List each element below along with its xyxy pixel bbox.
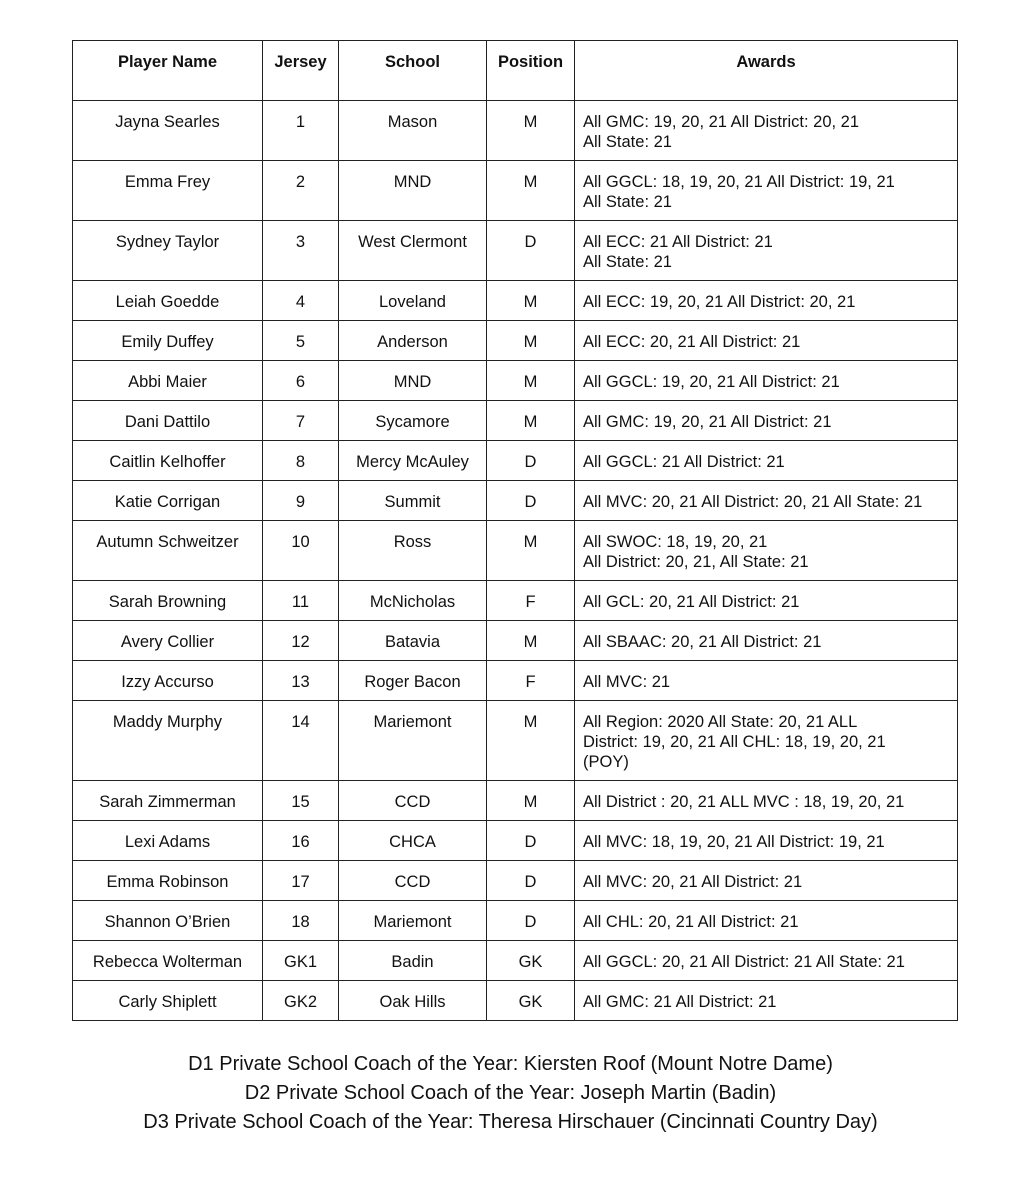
position-cell: D: [487, 861, 575, 901]
school-cell: Summit: [339, 481, 487, 521]
jersey-cell: 9: [263, 481, 339, 521]
jersey-cell: 7: [263, 401, 339, 441]
position-cell: GK: [487, 941, 575, 981]
position-cell: M: [487, 101, 575, 161]
jersey-cell: 12: [263, 621, 339, 661]
table-row: [73, 901, 958, 941]
position-cell: M: [487, 401, 575, 441]
table-row: [73, 221, 958, 281]
position-cell: M: [487, 701, 575, 781]
awards-cell: All District : 20, 21 ALL MVC : 18, 19, 20, 21: [575, 781, 958, 821]
school-cell: Oak Hills: [339, 981, 487, 1021]
school-cell: CCD: [339, 861, 487, 901]
table-row: [73, 361, 958, 401]
jersey-cell: 8: [263, 441, 339, 481]
table-row: [73, 821, 958, 861]
table-row: [73, 321, 958, 361]
position-cell: GK: [487, 981, 575, 1021]
awards-cell: All SWOC: 18, 19, 20, 21 All District: 20, 21, All State: 21: [575, 521, 958, 581]
player-name-cell: Emma Frey: [73, 161, 263, 221]
player-name-cell: Sarah Zimmerman: [73, 781, 263, 821]
awards-cell: All MVC: 20, 21 All District: 20, 21 All State: 21: [575, 481, 958, 521]
table-row: [73, 981, 958, 1021]
position-cell: D: [487, 901, 575, 941]
jersey-cell: 13: [263, 661, 339, 701]
table-row: [73, 621, 958, 661]
jersey-cell: 2: [263, 161, 339, 221]
player-name-cell: Izzy Accurso: [73, 661, 263, 701]
position-cell: D: [487, 441, 575, 481]
header-awards: Awards: [575, 41, 958, 101]
school-cell: Roger Bacon: [339, 661, 487, 701]
awards-cell: All GGCL: 20, 21 All District: 21 All State: 21: [575, 941, 958, 981]
awards-cell: All ECC: 20, 21 All District: 21: [575, 321, 958, 361]
player-name-cell: Sydney Taylor: [73, 221, 263, 281]
school-cell: Loveland: [339, 281, 487, 321]
player-name-cell: Dani Dattilo: [73, 401, 263, 441]
table-row: [73, 581, 958, 621]
table-row: [73, 101, 958, 161]
school-cell: Mariemont: [339, 901, 487, 941]
awards-cell: All SBAAC: 20, 21 All District: 21: [575, 621, 958, 661]
player-name-cell: Carly Shiplett: [73, 981, 263, 1021]
jersey-cell: 3: [263, 221, 339, 281]
school-cell: West Clermont: [339, 221, 487, 281]
player-name-cell: Sarah Browning: [73, 581, 263, 621]
table-header-row: [73, 41, 958, 101]
player-name-cell: Emma Robinson: [73, 861, 263, 901]
school-cell: Ross: [339, 521, 487, 581]
player-name-cell: Lexi Adams: [73, 821, 263, 861]
table-row: [73, 861, 958, 901]
table-row: [73, 281, 958, 321]
coach-of-year-section: [0, 1050, 1021, 1137]
school-cell: Mariemont: [339, 701, 487, 781]
player-name-cell: Maddy Murphy: [73, 701, 263, 781]
player-name-cell: Autumn Schweitzer: [73, 521, 263, 581]
header-jersey: Jersey: [263, 41, 339, 101]
jersey-cell: 4: [263, 281, 339, 321]
jersey-cell: 16: [263, 821, 339, 861]
player-name-cell: Avery Collier: [73, 621, 263, 661]
position-cell: M: [487, 621, 575, 661]
player-name-cell: Emily Duffey: [73, 321, 263, 361]
awards-cell: All GGCL: 19, 20, 21 All District: 21: [575, 361, 958, 401]
position-cell: M: [487, 361, 575, 401]
position-cell: M: [487, 521, 575, 581]
player-name-cell: Rebecca Wolterman: [73, 941, 263, 981]
header-school: School: [339, 41, 487, 101]
awards-cell: All CHL: 20, 21 All District: 21: [575, 901, 958, 941]
player-name-cell: Caitlin Kelhoffer: [73, 441, 263, 481]
school-cell: MND: [339, 361, 487, 401]
jersey-cell: 11: [263, 581, 339, 621]
player-name-cell: Katie Corrigan: [73, 481, 263, 521]
jersey-cell: 14: [263, 701, 339, 781]
school-cell: MND: [339, 161, 487, 221]
awards-cell: All GMC: 19, 20, 21 All District: 20, 21 All State: 21: [575, 101, 958, 161]
school-cell: Anderson: [339, 321, 487, 361]
position-cell: M: [487, 321, 575, 361]
awards-cell: All ECC: 19, 20, 21 All District: 20, 21: [575, 281, 958, 321]
awards-cell: All GGCL: 21 All District: 21: [575, 441, 958, 481]
table-row: [73, 941, 958, 981]
awards-cell: All GCL: 20, 21 All District: 21: [575, 581, 958, 621]
player-name-cell: Jayna Searles: [73, 101, 263, 161]
school-cell: Mercy McAuley: [339, 441, 487, 481]
awards-cell: All MVC: 21: [575, 661, 958, 701]
roster-table: [72, 40, 958, 1021]
school-cell: Sycamore: [339, 401, 487, 441]
position-cell: M: [487, 161, 575, 221]
player-name-cell: Shannon O’Brien: [73, 901, 263, 941]
header-player-name: Player Name: [73, 41, 263, 101]
school-cell: CCD: [339, 781, 487, 821]
school-cell: McNicholas: [339, 581, 487, 621]
table-row: [73, 441, 958, 481]
header-position: Position: [487, 41, 575, 101]
position-cell: D: [487, 221, 575, 281]
table-row: [73, 401, 958, 441]
position-cell: F: [487, 661, 575, 701]
jersey-cell: GK2: [263, 981, 339, 1021]
jersey-cell: 17: [263, 861, 339, 901]
d2-coach-line: D2 Private School Coach of the Year: Joseph Martin (Badin): [244, 1082, 777, 1104]
school-cell: Badin: [339, 941, 487, 981]
awards-cell: All GMC: 19, 20, 21 All District: 21: [575, 401, 958, 441]
position-cell: F: [487, 581, 575, 621]
table-row: [73, 481, 958, 521]
player-name-cell: Leiah Goedde: [73, 281, 263, 321]
jersey-cell: 10: [263, 521, 339, 581]
school-cell: Mason: [339, 101, 487, 161]
awards-cell: All GGCL: 18, 19, 20, 21 All District: 19, 21 All State: 21: [575, 161, 958, 221]
d1-coach-line: D1 Private School Coach of the Year: Kiersten Roof (Mount Notre Dame): [188, 1053, 833, 1075]
jersey-cell: 6: [263, 361, 339, 401]
school-cell: Batavia: [339, 621, 487, 661]
position-cell: M: [487, 281, 575, 321]
position-cell: D: [487, 481, 575, 521]
position-cell: D: [487, 821, 575, 861]
awards-cell: All GMC: 21 All District: 21: [575, 981, 958, 1021]
jersey-cell: 18: [263, 901, 339, 941]
d3-coach-line: D3 Private School Coach of the Year: Theresa Hirschauer (Cincinnati Country Day): [143, 1111, 878, 1133]
school-cell: CHCA: [339, 821, 487, 861]
table-row: [73, 701, 958, 781]
jersey-cell: 1: [263, 101, 339, 161]
player-name-cell: Abbi Maier: [73, 361, 263, 401]
jersey-cell: 5: [263, 321, 339, 361]
awards-cell: All MVC: 20, 21 All District: 21: [575, 861, 958, 901]
awards-cell: All ECC: 21 All District: 21 All State: 21: [575, 221, 958, 281]
jersey-cell: 15: [263, 781, 339, 821]
table-row: [73, 521, 958, 581]
position-cell: M: [487, 781, 575, 821]
awards-cell: All MVC: 18, 19, 20, 21 All District: 19, 21: [575, 821, 958, 861]
roster-body: [73, 101, 958, 1021]
awards-cell: All Region: 2020 All State: 20, 21 ALL District: 19, 20, 21 All CHL: 18, 19, 20, 21 (POY): [575, 701, 958, 781]
jersey-cell: GK1: [263, 941, 339, 981]
table-row: [73, 781, 958, 821]
table-row: [73, 661, 958, 701]
table-row: [73, 161, 958, 221]
